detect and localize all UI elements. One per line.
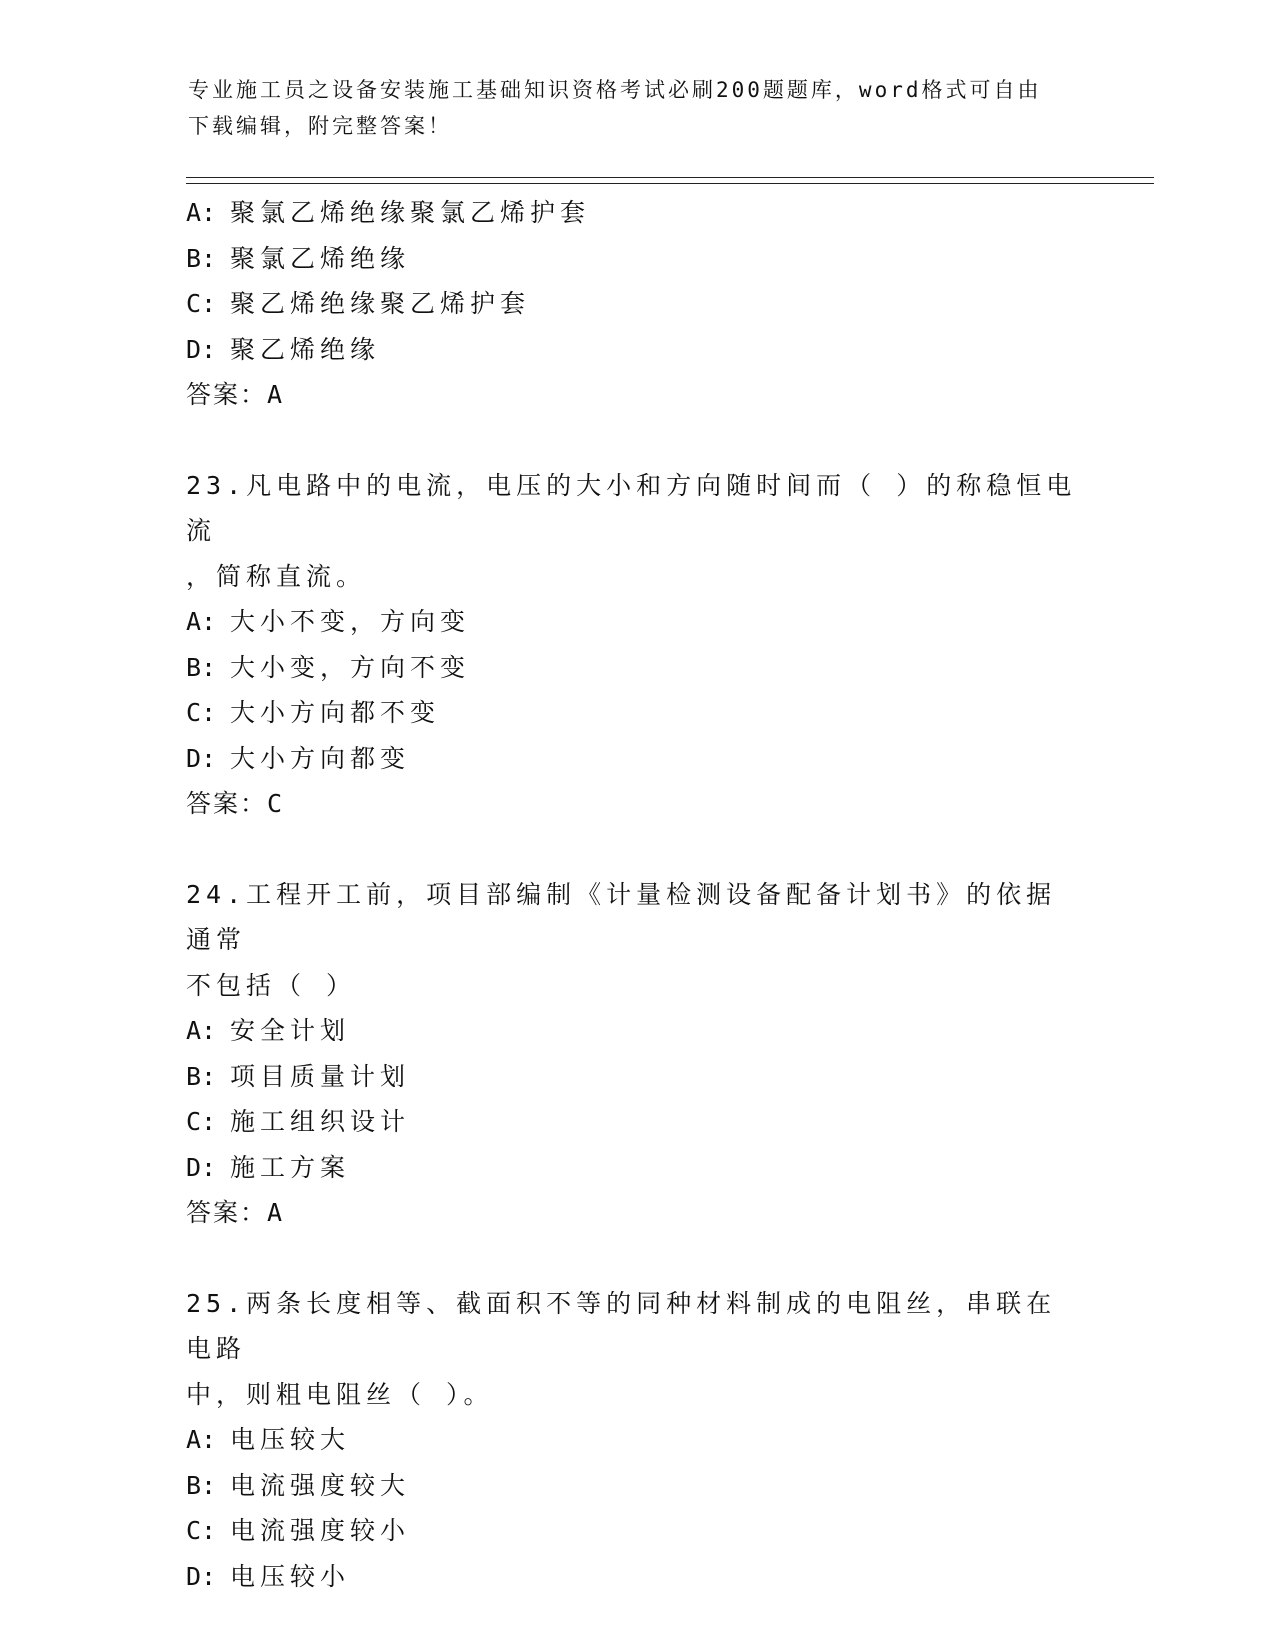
option-text: 电流强度较小 — [230, 1516, 411, 1545]
question-line-2: 中，则粗电阻丝（ ）。 — [186, 1379, 494, 1409]
option-d — [186, 327, 1086, 373]
option-text: 大小变，方向不变 — [230, 652, 471, 682]
option-d — [186, 1145, 1086, 1191]
option-c — [186, 690, 1086, 736]
option-letter: A: — [186, 1016, 217, 1045]
option-a — [186, 599, 1086, 645]
answer: 答案：C — [186, 789, 285, 818]
question-line-1: 25.两条长度相等、截面积不等的同种材料制成的电阻丝，串联在电路 — [186, 1288, 1057, 1363]
option-text: 大小方向都变 — [230, 743, 411, 773]
option-text: 聚氯乙烯绝缘 — [230, 243, 411, 273]
option-text: 聚乙烯绝缘 — [230, 334, 381, 364]
option-text: 项目质量计划 — [230, 1061, 411, 1091]
option-a — [186, 1417, 1086, 1463]
option-text: 施工方案 — [230, 1152, 351, 1182]
option-text: 聚氯乙烯绝缘聚氯乙烯护套 — [230, 198, 591, 227]
question-line-2: 不包括（ ） — [186, 970, 357, 1000]
option-letter: C: — [186, 698, 217, 727]
option-d — [186, 736, 1086, 782]
option-letter: B: — [186, 1061, 217, 1091]
question-block-23 — [186, 463, 1086, 827]
option-text: 大小方向都不变 — [230, 698, 441, 727]
option-letter: D: — [186, 334, 217, 364]
header-line-1: 专业施工员之设备安装施工基础知识资格考试必刷200题题库，word格式可自由 — [188, 78, 1042, 102]
option-letter: D: — [186, 1561, 217, 1591]
option-letter: B: — [186, 243, 217, 273]
question-block-22 — [186, 190, 1086, 418]
option-b — [186, 645, 1086, 691]
option-text: 电流强度较大 — [230, 1470, 411, 1500]
question-line-1: 24.工程开工前，项目部编制《计量检测设备配备计划书》的依据通常 — [186, 879, 1057, 954]
question-text — [186, 1281, 1086, 1418]
question-block-25 — [186, 1281, 1086, 1600]
option-text: 电压较大 — [230, 1425, 351, 1454]
header-line-2: 下载编辑，附完整答案！ — [188, 114, 452, 138]
option-text: 安全计划 — [230, 1016, 351, 1045]
option-letter: A: — [186, 1425, 217, 1454]
question-text — [186, 872, 1086, 1009]
option-c — [186, 1508, 1086, 1554]
question-text — [186, 463, 1086, 600]
option-c — [186, 281, 1086, 327]
option-letter: C: — [186, 1516, 217, 1545]
question-block-24 — [186, 872, 1086, 1236]
answer: 答案：A — [186, 380, 285, 409]
option-letter: D: — [186, 743, 217, 773]
option-d — [186, 1554, 1086, 1600]
option-letter: C: — [186, 1107, 217, 1136]
option-c — [186, 1099, 1086, 1145]
header-divider-bottom — [186, 183, 1154, 184]
header-divider-top — [186, 177, 1154, 178]
option-letter: B: — [186, 1470, 217, 1500]
option-a — [186, 1008, 1086, 1054]
option-text: 大小不变，方向变 — [230, 607, 471, 636]
option-letter: A: — [186, 198, 217, 227]
option-letter: D: — [186, 1152, 217, 1182]
question-list — [186, 190, 1086, 1599]
option-text: 聚乙烯绝缘聚乙烯护套 — [230, 289, 531, 318]
option-b — [186, 1054, 1086, 1100]
option-text: 施工组织设计 — [230, 1107, 411, 1136]
question-line-2: ，简称直流。 — [186, 561, 367, 591]
option-letter: C: — [186, 289, 217, 318]
option-b — [186, 236, 1086, 282]
option-b — [186, 1463, 1086, 1509]
option-letter: B: — [186, 652, 217, 682]
option-a — [186, 190, 1086, 236]
answer: 答案：A — [186, 1198, 285, 1227]
option-letter: A: — [186, 607, 217, 636]
question-line-1: 23.凡电路中的电流，电压的大小和方向随时间而（ ）的称稳恒电流 — [186, 470, 1077, 545]
document-header — [188, 72, 1068, 144]
option-text: 电压较小 — [230, 1561, 351, 1591]
